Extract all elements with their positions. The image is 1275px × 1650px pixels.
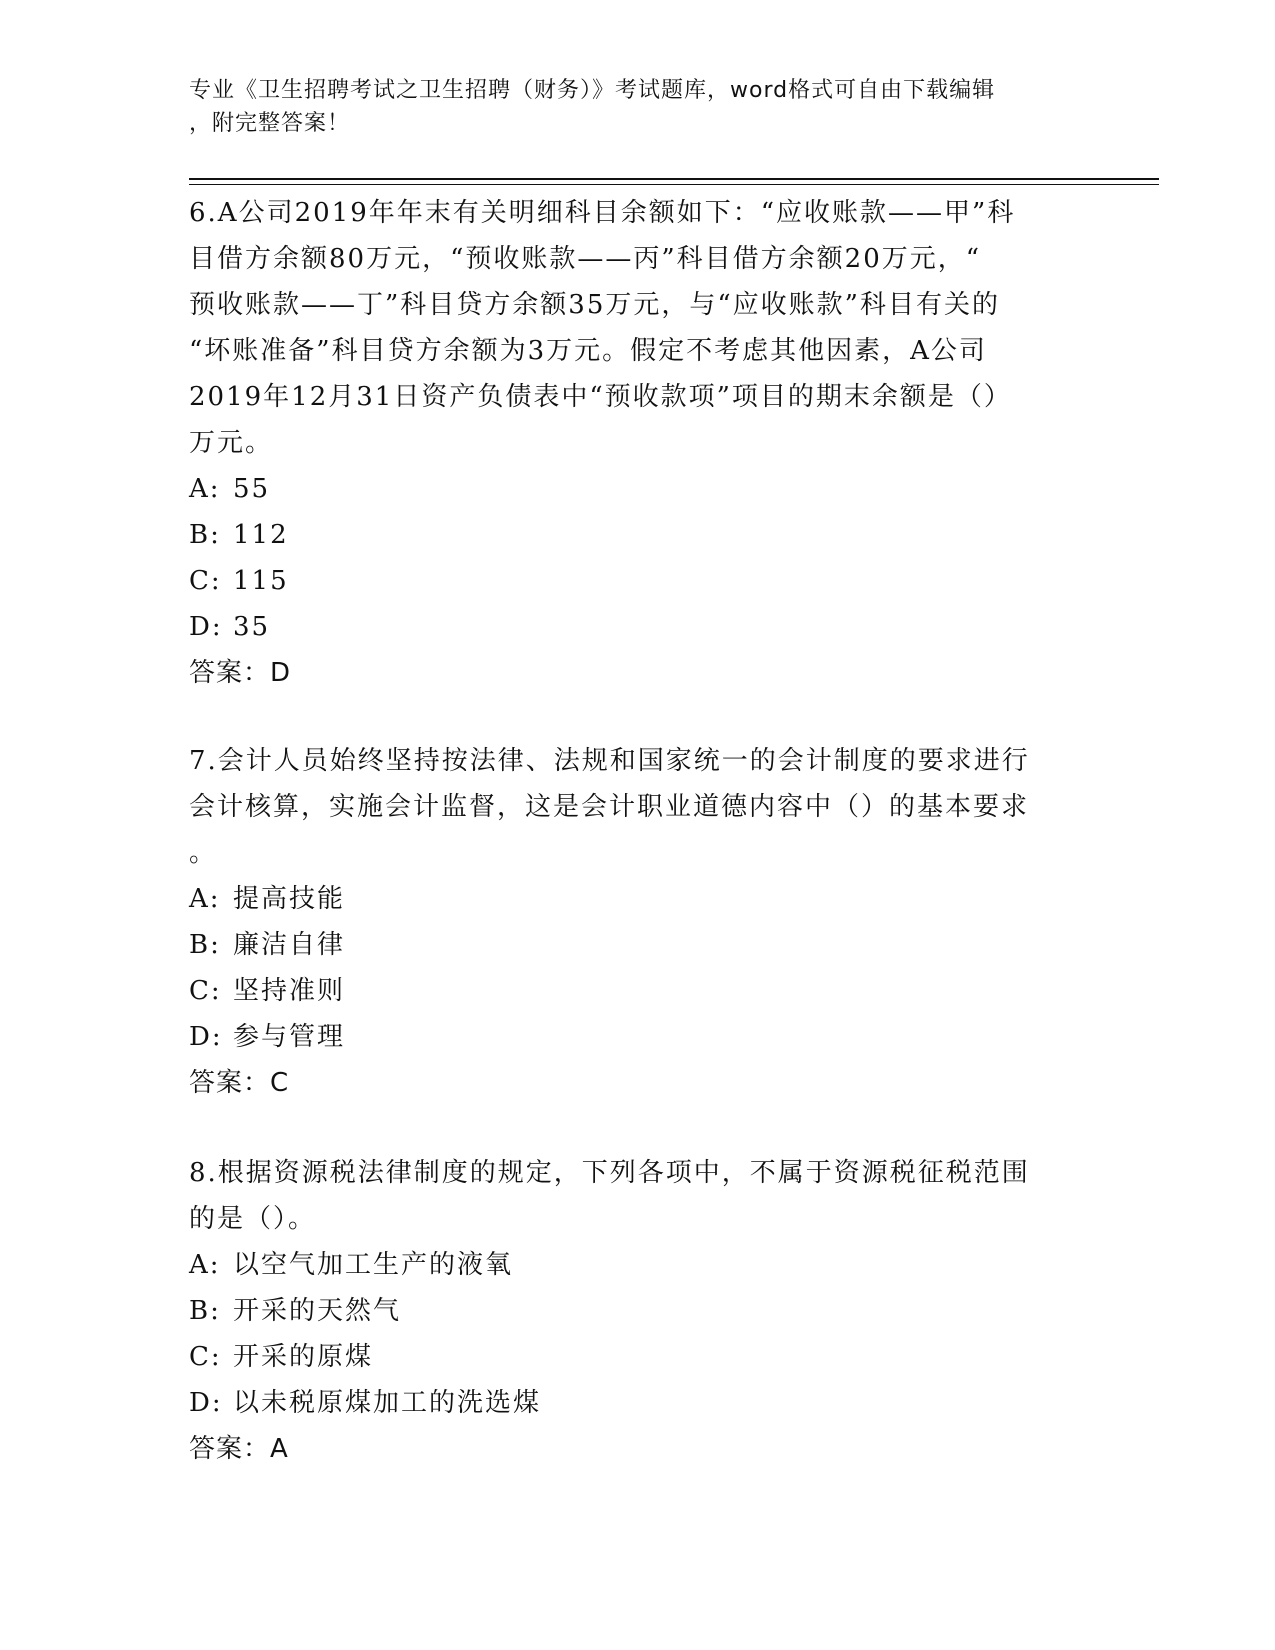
header-line-2: ，附完整答案！ bbox=[189, 111, 351, 136]
option-a bbox=[189, 466, 1089, 512]
option-d bbox=[189, 1014, 1089, 1060]
document-header bbox=[189, 74, 1069, 140]
option-letter: A: bbox=[189, 474, 221, 504]
option-c bbox=[189, 558, 1089, 604]
answer-line: 答案：A bbox=[189, 1434, 289, 1464]
option-letter: D: bbox=[189, 612, 223, 642]
option-text: 开采的天然气 bbox=[233, 1296, 402, 1326]
option-text: 112 bbox=[233, 520, 289, 550]
option-text: 廉洁自律 bbox=[233, 930, 346, 960]
answer-line: 答案：C bbox=[189, 1068, 290, 1098]
option-letter: B: bbox=[189, 1296, 221, 1326]
header-divider-thick bbox=[189, 178, 1159, 180]
option-d bbox=[189, 1380, 1089, 1426]
question-7 bbox=[189, 738, 1089, 1106]
option-text: 坚持准则 bbox=[233, 976, 346, 1006]
question-stem-line: 万元。 bbox=[189, 428, 274, 458]
header-line-1: 专业《卫生招聘考试之卫生招聘（财务）》考试题库，word格式可自由下载编辑 bbox=[189, 78, 996, 103]
question-stem-line: “坏账准备”科目贷方余额为3万元。假定不考虑其他因素，A公司 bbox=[189, 336, 987, 366]
option-text: 115 bbox=[233, 566, 289, 596]
question-stem-line: 7.会计人员始终坚持按法律、法规和国家统一的会计制度的要求进行 bbox=[189, 746, 1030, 776]
option-text: 开采的原煤 bbox=[233, 1342, 374, 1372]
option-c bbox=[189, 1334, 1089, 1380]
question-stem-line: 会计核算，实施会计监督，这是会计职业道德内容中（）的基本要求 bbox=[189, 792, 1030, 822]
question-8 bbox=[189, 1150, 1089, 1472]
question-stem-line: 。 bbox=[189, 838, 218, 868]
option-text: 以未税原煤加工的洗选煤 bbox=[233, 1388, 542, 1418]
option-letter: A: bbox=[189, 1250, 221, 1280]
option-letter: B: bbox=[189, 520, 221, 550]
answer-line: 答案：D bbox=[189, 658, 292, 688]
option-b bbox=[189, 512, 1089, 558]
option-b bbox=[189, 922, 1089, 968]
header-divider-thin bbox=[189, 184, 1159, 185]
question-stem-line: 目借方余额80万元，“预收账款——丙”科目借方余额20万元，“ bbox=[189, 244, 982, 274]
option-text: 35 bbox=[233, 612, 271, 642]
question-stem-line: 2019年12月31日资产负债表中“预收款项”项目的期末余额是（） bbox=[189, 382, 1012, 412]
question-stem-line: 6.A公司2019年年末有关明细科目余额如下：“应收账款——甲”科 bbox=[189, 198, 1016, 228]
option-letter: A: bbox=[189, 884, 221, 914]
question-stem-line: 8.根据资源税法律制度的规定，下列各项中，不属于资源税征税范围 bbox=[189, 1158, 1030, 1188]
option-text: 55 bbox=[233, 474, 271, 504]
option-text: 参与管理 bbox=[233, 1022, 346, 1052]
option-letter: D: bbox=[189, 1388, 223, 1418]
question-6 bbox=[189, 190, 1089, 696]
option-letter: C: bbox=[189, 976, 222, 1006]
option-letter: C: bbox=[189, 1342, 222, 1372]
option-a bbox=[189, 876, 1089, 922]
option-c bbox=[189, 968, 1089, 1014]
option-a bbox=[189, 1242, 1089, 1288]
option-b bbox=[189, 1288, 1089, 1334]
option-letter: C: bbox=[189, 566, 222, 596]
option-letter: D: bbox=[189, 1022, 223, 1052]
question-stem-line: 的是（）。 bbox=[189, 1204, 317, 1234]
option-text: 以空气加工生产的液氧 bbox=[233, 1250, 514, 1280]
question-stem-line: 预收账款——丁”科目贷方余额35万元，与“应收账款”科目有关的 bbox=[189, 290, 1000, 320]
option-d bbox=[189, 604, 1089, 650]
option-letter: B: bbox=[189, 930, 221, 960]
option-text: 提高技能 bbox=[233, 884, 346, 914]
